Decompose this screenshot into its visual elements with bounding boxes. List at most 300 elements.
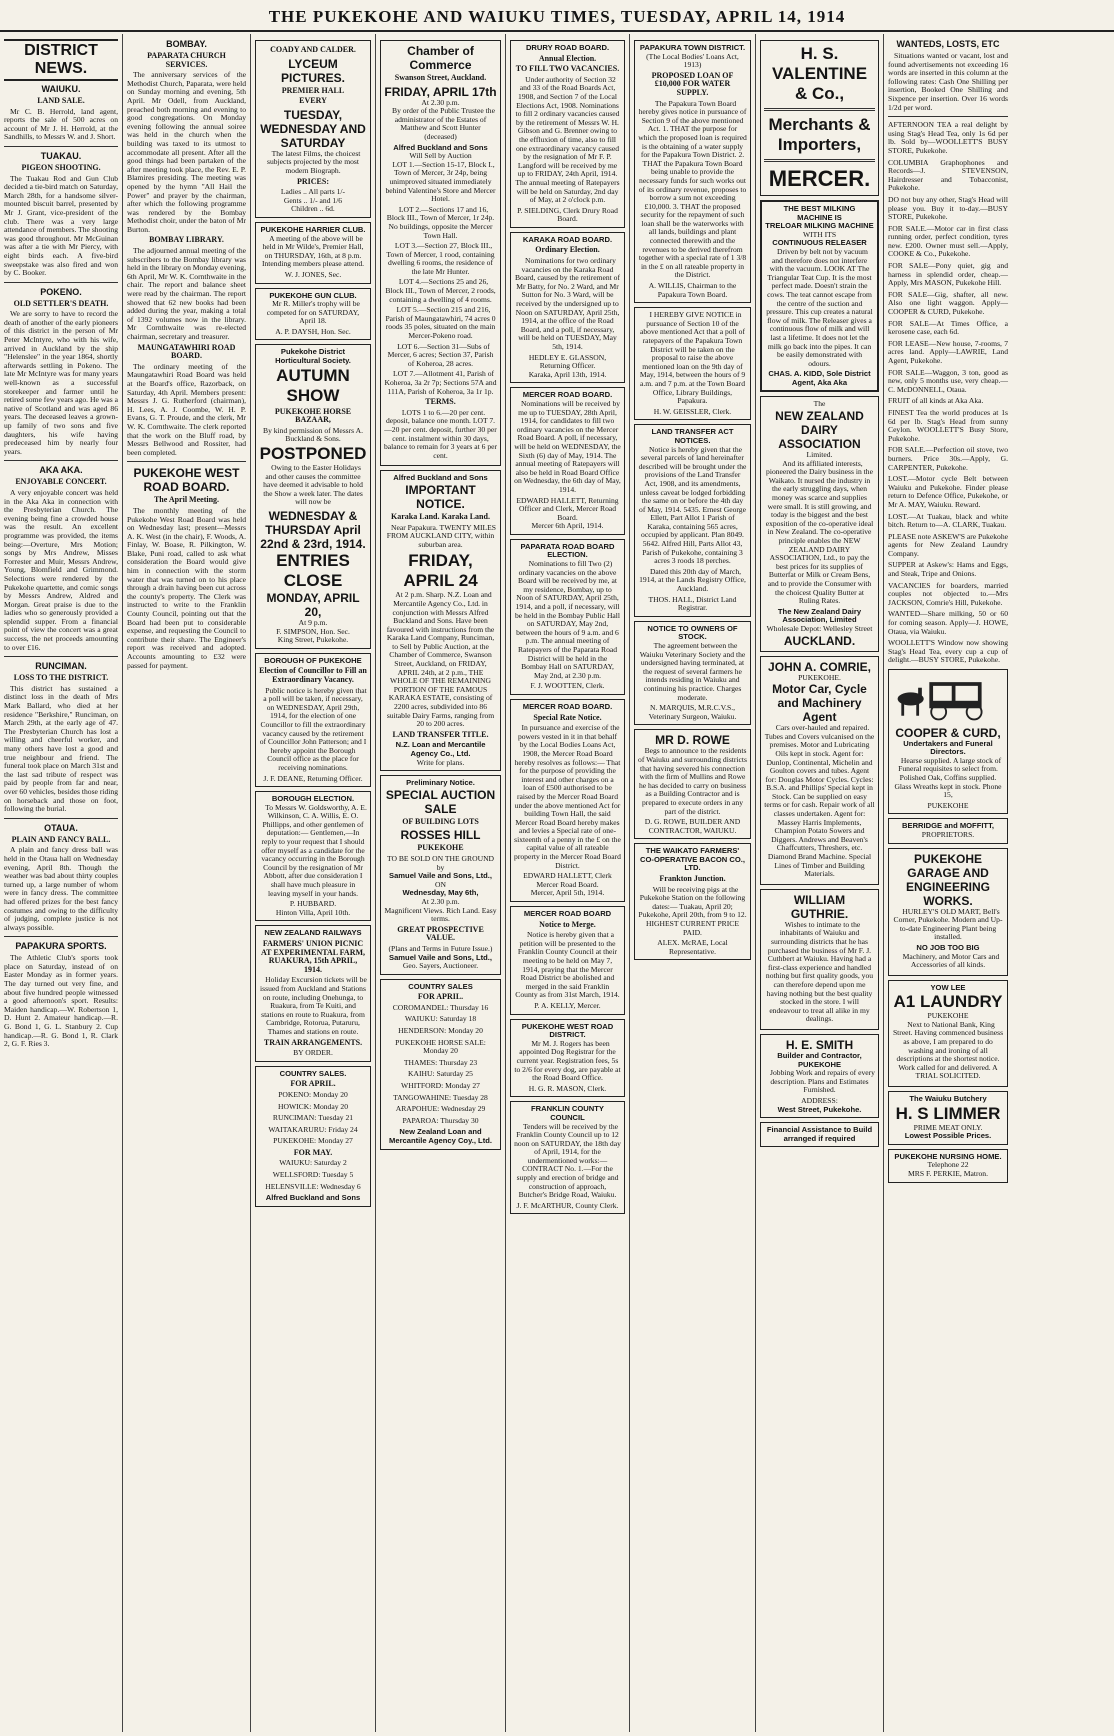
ad-milking-machine [760,200,879,392]
masthead: THE PUKEKOHE AND WAIUKU TIMES, TUESDAY, APRIL 14, 1914 [0,0,1114,32]
price-row: Ladies .. All parts 1/- [280,187,346,197]
list-item: FOR SALE.—Motor car in first class running order, perfect condition, tyres new. £200. Owner must sell.—Apply, COOKE & Co., Pukekohe. [888,223,1008,259]
list-item: WAIUKU: Saturday 2 [279,1158,347,1168]
news-subheading: PLAIN AND FANCY BALL. [11,834,111,844]
news-body: We are sorry to have to record the death of another of the early pioneers of this district in the person of Mr Peter McIntyre, who with his wife, arrived in Auckland by the ship "Helenslee" in the year 1864, shortly afterwards settling in Pokeno. The late Mr McIntyre was for many years well-known as a successful storekeeper and farmer until he retired some few years ago. He was a native of Scotland and was aged 86 years. The deceased leaves a grown-up family of two sons and five daughters, his wife having predeceased him by nearly four years. [4,309,118,456]
ad-big-title: H. S LIMMER [895,1103,1001,1123]
ad-signature: J. F. McARTHUR, County Clerk. [516,1200,619,1210]
ad-on: ON [435,879,446,889]
list-item: RUNCIMAN: Tuesday 21 [272,1113,354,1123]
ad-waiuku-butchery [888,1091,1008,1145]
news-subheading: PAPARATA CHURCH SERVICES. [147,51,226,69]
ad-drury-road-board [510,40,625,228]
list-item: WOOLLETT'S Window now showing Stag's Head Tea, every cup a cup of delight.—BUSY STORE, Pukekohe. [888,638,1008,665]
ad-nz-railways [255,925,371,1061]
ad-title: PUKEKOHE GUN CLUB. [269,290,357,300]
ad-venue: PREMIER HALL [281,85,345,95]
ad-title: BOROUGH ELECTION. [271,794,355,804]
divider [764,108,875,111]
ad-prices-label: PRICES: [296,176,329,186]
ad-time: At 2.30 p.m. [421,97,460,107]
ad-signature: A. P. DAYSH, Hon. Sec. [275,326,351,336]
ad-signature: J. F. DEANE, Returning Officer. [263,773,363,783]
ad-sub: Telephone 22 [927,1160,969,1170]
news-item [4,151,118,278]
divider [4,146,118,147]
ad-sub: Ordinary Election. [535,245,600,255]
ad-town: PUKEKOHE [927,800,969,810]
ad-sub: Builder and Contractor, PUKEKOHE [777,1050,862,1069]
ad-date: Hinton Villa, April 10th. [275,907,351,917]
ad-sub: PRIME MEAT ONLY. [913,1122,983,1132]
list-item: FOR SALE—Waggon, 3 ton, good as new, only 5 months use, very cheap.—C. McDONNELL, Otaua. [888,367,1008,394]
ad-title2: Merchants & Importers, [768,115,871,154]
ad-signature: EDWARD HALLETT, Clerk Mercer Road Board. [523,871,612,889]
ad-time: At 9 p.m. [298,618,328,627]
ad-signature: N. MARQUIS, M.R.C.V.S., Veterinary Surgeon, Waiuku. [648,703,737,721]
ad-title: IMPORTANT NOTICE. [405,482,476,511]
ad-when: FRIDAY, APRIL 17th [384,84,497,99]
sales-list [259,1159,367,1191]
ad-signature: P. A. KELLY, Mercer. [534,1000,601,1010]
news-subheading: OLD SETTLER'S DEATH. [13,298,109,308]
ad-text: Nominations will be received by me up to TUESDAY, 28th April, 1914, for candidates to fill two ordinary vacancies on the Mercer Road Board. A poll, if necessary, will be held on WEDNESDAY, the Sixth (6) day of May, 1914. The annual meeting of Ratepayers will also be held in Road Board Office on Wednesday, the 6th day of May, 1914. [514,398,621,494]
ad-text: By order of the Public Trustee the administrator of the Estates of Matthew and Scott Hunter (deceased) [392,106,495,141]
ad-sub: Frankton Junction. [659,874,726,884]
ad-title: The Waiuku Butchery [909,1094,987,1104]
news-heading: WAIUKU. [41,84,81,94]
classifieds-title: WANTEDS, LOSTS, ETC [896,39,1000,49]
ad-sub: Karaka Land. Karaka Land. [391,511,490,521]
ad-town: PUKEKOHE [417,843,464,853]
ad-sub: FOR APRIL. [290,1079,336,1089]
ad-text: Notice is hereby given that the several parcels of land hereinafter described will be brought under the provisions of the Land Transfer Act, 1908, and its amendments, unless caveat be lodged forbidding the same on or before the 4th day of May, 1914. 5435. Ernest George Ellett, Part Allot 1 Parish of Karaka, containing 565 acres, occupied by applicant. Plan 8049. 5642. Alfred Hill, Parts Allot 43, Parish of Pukekohe, containing 3 acres 3 roods 18 perches. [638,444,747,566]
ad-top: COADY AND CALDER. [270,45,356,54]
news-body: A very enjoyable concert was held in the Aka Aka in connection with the Presbyterian Church. The evening being fine a crowded house was the result. An excellent programme was provided, the items being:—Overture, Mrs Motion; songs by Mrs Andrew, Misses Forrester and Muir, Messrs Andrew, Young, Blomfield and Grimmond. Selections were rendered by the Pukekohe quartette, and comic songs by Messrs Andrew, Aldred and Morgan. Great praise is due to the ladies who so generously provided a splendid supper. From a financial point of view the concert was a great success, the net proceeds amounting to over £16. [4,487,118,652]
ad-when: Wednesday, May 6th, [402,888,479,898]
column-auctions [376,34,506,1732]
ad-signature: F. J. WOOTTEN, Clerk. [530,681,605,691]
ad-title: NOTICE TO OWNERS OF STOCK. [647,623,738,642]
ad-place: West Street, Pukekohe. [777,1104,862,1114]
ad-big-title: Motor Car, Cycle and Machinery Agent [772,682,867,725]
ad-title: Chamber of Commerce [407,44,474,72]
ad-text: Begs to announce to the residents of Waiuku and surrounding districts that having severed his connection with the firm of Mullins and Rowe he has decided to carry on business as a Building Contractor and is prepared to execute orders in any part of the district. [638,746,747,816]
ad-sub2: PROPOSED LOAN OF £10,000 FOR WATER SUPPLY. [651,70,734,97]
ad-signature: MRS F. PERKIE, Matron. [908,1169,988,1178]
ad-text: Public notice is hereby given that a poll will be taken, if necessary, on WEDNESDAY, April 29th, 1914, for the election of one Councillor to fill the extraordinary vacancy caused by the retirement of Councillor John Patterson; and I hereby appoint the Borough Council office as the place for receiving nominations. [259,685,367,772]
ad-sub2: TRAIN ARRANGEMENTS. [263,1037,363,1047]
price-key: Ladies [280,187,302,197]
ad-text: Cars over-hauled and repaired. Tubes and Covers vulcanised on the premises. Motor and Lubricating Oils kept in stock. Agent for: Dunlop, Continental, Michelin and Goulton covers and tubes. Agent for: Douglas Motor Cycles. Cycles: B.S.A. and Phillips' Special kept in Stock. Can be supplied on easy terms or for cash. Repair work of all classes undertaken. Agent for: Massey Harris Implements, Champion Potato Sowers and Diggers. Andrews and Beaven's Chaffcutters, Threshers, etc. Diamond Brand Machine. Special Lines of Timber and Building Materials. [764,723,875,879]
price-row: Children .. 6d. [291,204,335,214]
ad-sub: FARMERS' UNION PICNIC AT EXPERIMENTAL FARM, RUAKURA, 15th APRIL, 1914. [260,939,366,974]
ad-signature: Alfred Buckland and Sons [265,1193,361,1203]
ad-sub: OF BUILDING LOTS [402,816,479,826]
ad-financial-assistance [760,1122,879,1147]
ad-franklin-county [510,1101,625,1214]
ad-foot: Write for plans. [416,757,465,767]
ad-big-title: AUTUMN SHOW [276,365,350,405]
ad-ltd: Limited. [806,450,833,460]
price-key: Children [291,204,318,214]
column-merchants [756,34,884,1732]
ad-signature: BY ORDER. [293,1048,333,1058]
ad-cooper-curd [888,669,1008,814]
news-subheading: LAND SALE. [37,96,85,105]
ad-date: Karaka, April 13th, 1914. [528,369,607,379]
ad-title: THE BEST MILKING MACHINE IS [783,204,856,222]
price-value: 1/- and 1/6 [309,195,343,205]
ad-signature: ALEX. McRAE, Local Representative. [657,938,728,956]
ad-text: TO BE SOLD ON THE GROUND by [386,853,495,872]
ad-title: H. E. SMITH [785,1037,854,1052]
ad-country-sales-nz [380,979,501,1150]
list-item: LOT 4.—Sections 25 and 26, Block III., Town of Mercer, 2 roods, containing a dwelling of 4 rooms. [385,277,496,304]
news-subheading: PIGEON SHOOTING. [21,162,101,172]
news-body: The anniversary services of the Methodist Church, Paparata, were held on Sunday morning and evening, 5th April. Mr Odell, from Auckland, preached both morning and evening to good congregations. On Monday evening following the annual soiree was held in the church when the building was taxed to its utmost to accommodate all present. After all the good things had been partaken of the after meeting took place, the Rev. E. P. Blamires presiding. The meeting was opened by the hymn "All Hail the Power" and prayer by the chairman, after which the following programme was rendered by the Bombay Methodist choir, under the baton of Mr Burton. [127,70,246,234]
ad-sub2: LAND TRANSFER TITLE. [392,729,489,739]
divider [888,116,1008,117]
classified-list [888,121,1008,665]
news-heading: POKENO. [40,286,82,297]
news-subheading: ENJOYABLE CONCERT. [15,477,107,487]
column-notices [630,34,756,1732]
ad-signature: D. G. ROWE, BUILDER AND CONTRACTOR, WAIUKU. [644,817,741,835]
ad-text: To Messrs W. Goldsworthy, A. E. Wilkinson, C. A. Willis, E. O. Phillipps, and other gentlemen of deputation:— Gentlemen,—In reply to your request that I should offer myself as a candidate for the vacancy occurring in the Borough Council by the resignation of Mr Abbott, after due consideration I shall have much pleasure in leaving myself in your hands. [261,802,367,898]
list-item: WANTED—Share milking, 50 or 60 for coming season. Apply—J. HOWE, Otaua, via Waiuku. [888,609,1008,636]
column-district-news [0,34,123,1732]
ad-borough-councillor [255,653,371,787]
ad-title: MERCER ROAD BOARD. [522,701,613,711]
ad-sub: Undertakers and Funeral Directors. [903,738,993,757]
news-body: The ordinary meeting of the Maungatawhiri Road Board was held at the Board's office, Razorback, on Saturday, 4th April. Members present: Messrs J. G. Rutherford (chairman), H. Lees, A. J. Coombe, W. H. P. Evans, G. T. Proude, and the clerk, Mr W. K. Cornthwaite. The clerk reported that the work on the Bluff road, by Messrs Bellwood and Rossiter, had been completed. [127,361,246,457]
list-item: FOR LEASE—New house, 7-rooms, 7 acres land. Apply—LAWRIE, Land Agent, Pukekohe. [888,338,1008,365]
list-item: AFTERNOON TEA a real delight by using Stag's Head Tea, only 1s 6d per lb. Sold by—WOOLLETT'S BUSY STORE, Pukekohe. [888,120,1008,155]
ad-berridge-moffitt [888,818,1008,843]
ad-lyceum-pictures [255,40,371,218]
ad-title: PUKEKOHE NURSING HOME. [894,1151,1002,1161]
classifieds-rates: Situations wanted or vacant, lost and found advertisements not exceeding 16 words are inserted in this column at the following rates: Cash One Shilling per insertion, Booked One Shilling and Sixpence per insertion. Over 16 words 1/2d per word. [888,51,1008,112]
ad-place: King Street, Pukekohe. [277,635,349,645]
ad-sub2: Lowest Possible Prices. [904,1131,992,1141]
ad-text: HURLEY'S OLD MART, Bell's Corner, Pukekohe. Modern and Up-to-date Engineering Plant being installed. [893,906,1003,942]
news-heading: BOMBAY. [166,39,207,49]
divider [4,936,118,937]
ad-signature: A. WILLIS, Chairman to the Papakura Town Board. [648,281,737,299]
ad-mercer-merge [510,906,625,1015]
news-subheading: LOSS TO THE DISTRICT. [13,673,109,683]
ad-signature: New Zealand Loan and Mercantile Agency Coy., Ltd. [389,1127,492,1145]
ad-firm: N.Z. Loan and Mercantile Agency Co., Ltd. [395,740,486,758]
ad-title: PUKEKOHE HARRIER CLUB. [260,224,366,234]
column-announcements [251,34,376,1732]
ad-town: PUKEKOHE [927,1011,969,1021]
ad-text: Hearse supplied. A large stock of Funeral requisites to select from. Polished Oak, Coffins supplied. Glass Wreaths kept in stock. Phone 15, [894,755,1002,800]
list-item: LOST.—At Tuakau, black and white bitch. Return to—A. CLARK, Tuakau. [888,511,1008,530]
ad-firm: Samuel Vaile and Sons, Ltd., [389,952,492,962]
ad-text: (Plans and Terms in Future Issue.) [388,943,493,953]
list-item: SUPPER at Askew's: Hams and Eggs, and Steak, Tripe and Onions. [888,560,1008,579]
ad-karaka-road-board [510,232,625,384]
ad-time: At 2.30 p.m. [421,896,460,906]
news-item [4,661,118,814]
divider [4,282,118,283]
divider [4,460,118,461]
list-item: LOT 3.—Section 27, Block III., Town of Mercer, 1 rood, containing dwelling 6 rooms, the residence of the late Mr Hunter. [386,241,495,276]
divider [4,656,118,657]
ad-signature: H. G. R. MASON, Clerk. [528,1083,607,1093]
ad-text: Driven by belt not by vacuum and therefore does not interfere with the vacuum. LOOK AT The Triangular Teat Cup. It is the most perfect made. Doesn't strain the cows. The teat cannot escape from the centre of the suction and pressure. This cup creates a natural flow of milk. The Releaser gives a continuous flow of milk and will last a lifetime. It does not let the milk go back into the pipes. It can be easily demonstrated with odours. [766,246,873,368]
ad-he-smith [760,1034,879,1118]
ad-sub: Election of Councillor to Fill an Extraordinary Vacancy. [259,666,367,684]
news-subheading: BOMBAY LIBRARY. [149,235,224,245]
ad-signature: CHAS. A. KIDD, Sole District Agent, Aka Aka [768,369,871,387]
ad-firm: Alfred Buckland and Sons [393,142,488,152]
ad-text: Under authority of Section 32 and 33 of the Road Boards Act, 1908, and Section 7 of the Local Elections Act, 1908. Nominations to fill 2 ordinary vacancies caused by the retirement of Messrs W. H. Gibson and G. Brenner owing to the effluxion of time, also to fill one extraordinary vacancy caused by the resignation of Mr F. P. Langford will be received by me up to FRIDAY, 24th April, 1914. The annual meeting of Ratepayers will be held on Saturday, 2nd day of May, at 2 o'clock p.m. [515,74,620,205]
ad-sub: PROPRIETORS. [921,829,975,839]
news-body: Mr C. B. Herrold, land agent, reports the sale of 500 acres on account of Mr J. H. Herrold, at the Sandhills, to Messrs W. and J. Short. [4,106,118,142]
ad-every: EVERY [299,96,327,106]
ad-title: YOW LEE [930,982,966,992]
ad-nursing-home [888,1149,1008,1183]
ad-chamber-auction [380,40,501,466]
ad-address-label: ADDRESS: [801,1095,838,1105]
ad-date: Dated this 20th day of March, 1914, at the Lands Registry Office, Auckland. [639,566,746,594]
ad-town: PUKEKOHE. [798,672,841,682]
ad-sub2: TO FILL TWO VACANCIES. [515,64,620,74]
list-item: COROMANDEL: Thursday 16 [392,1002,489,1012]
ad-foot2: Wholesale Depot: Wellesley Street [766,623,873,633]
ad-entries-close: ENTRIES CLOSE [276,551,350,590]
list-item: PAPAROA: Thursday 30 [402,1115,479,1125]
ad-signature: THOS. HALL, District Land Registrar. [648,594,737,613]
price-row: Gents .. 1/- and 1/6 [283,195,343,205]
ad-signature: W. J. JONES, Sec. [284,269,342,279]
ad-date: Mercer, April 5th, 1914. [530,888,605,898]
column-bombay [123,34,251,1732]
ad-name: TRELOAR MILKING MACHINE [765,221,874,231]
ad-title: NEW ZEALAND RAILWAYS [264,928,362,938]
ad-text: At 2 p.m. Sharp. N.Z. Loan and Mercantile Agency Co., Ltd. in conjunction with Messrs Alfred Buckland and Sons. Have been favoured with instructions from the Karaka Land Company, Runciman, to Sell by Public Auction, at the Chamber of Commerce, Swanson Street, Auckland, on FRIDAY, APRIL 24th, at 2 p.m., THE WHOLE OF THE REMAINING PORTION OF THE FAMOUS KARAKA ESTATE, consisting of 2200 acres, subdivided into 86 suitable Dairy Farms, ranging from 20 to 200 acres. [386,590,495,729]
list-item: FOR SALE—Pony quiet, gig and harness in splendid order, cheap.—Apply, Mrs MASON, Pukekohe Hill. [888,261,1008,288]
list-item: PUKEKOHE: Monday 27 [273,1136,353,1146]
news-item [4,465,118,652]
list-item: WAIUKU: Saturday 18 [404,1014,477,1024]
ad-text: Owing to the Easter Holidays and other causes the committee have deemed it advisable to hold the Show a week later. The dates will now be [263,463,363,507]
ad-sub: (The Local Bodies' Loans Act, 1913) [646,51,739,70]
hearse-image [892,673,1004,723]
news-subheading: MAUNGATAWHIRI ROAD BOARD. [137,342,236,361]
ad-text2: NO JOB TOO BIG [916,942,980,952]
ad-when: MONDAY, APRIL 20, [266,591,360,619]
ad-signature: H. W. GEISSLER, Clerk. [653,406,732,416]
ad-title: MR D. ROWE [655,733,730,748]
ad-sub: Notice to Merge. [539,919,596,929]
ad-title: KARAKA ROAD BOARD. [522,234,613,244]
list-item: THAMES: Thursday 23 [403,1057,478,1067]
ad-signature: P. SIELDING, Clerk Drury Road Board. [517,205,618,224]
ad-pukekohe-west [510,1019,625,1098]
ad-terms-head: TERMS. [425,397,456,407]
ad-pre: The [813,399,826,409]
column-classifieds [884,34,1012,1732]
ad-title: LAND TRANSFER ACT NOTICES. [651,427,734,445]
ad-title: FRANKLIN COUNTY COUNCIL [531,1104,604,1122]
ad-borough-election [255,791,371,921]
divider [4,818,118,819]
ad-signature: HEDLEY E. GLASSON, Returning Officer. [528,352,607,371]
ad-d-rowe [634,729,751,839]
news-body: The monthly meeting of the Pukekohe West Road Board was held on Wednesday last; present—Messrs A. K. West (in the chair), F. Woods, A. Finlay, W. Boase, R. Pilkington, W. Blake, Puni road, called to ask what consideration the Board would give him in connection with the storm water that was turned on to his place through a drain having been cut across the county's property. The Clerk was instructed to write to the Franklin County Council, pointing out that the Board had been put to considerable expense, and requesting the Council to contribute their share. The Engineer's report was received and adopted. Accounts amounting to £32 were passed for payment. [127,505,246,670]
ad-title: DRURY ROAD BOARD. [525,43,610,52]
news-body: This district has sustained a distinct loss in the death of Mrs Mark Ballard, who died at her residence "Berkshire," Runciman, on March 29th, at the early age of 47. The Presbyterian Church has lost a willing and cheerful worker, and many others have lost a good and true neighbour and friend. The funeral took place on March 31st and the last sad tribute of respect was paid by people from far and near, over 60 vehicles, besides those riding on horseback and those on foot, following the burial. [4,683,118,814]
list-item: FOR SALE—Gig, shafter, all new. Also one light waggon. Apply—COOPER & CURD, Pukekohe. [888,289,1008,317]
ad-signature: F. SIMPSON, Hon. Sec. [276,626,350,636]
ad-karaka-land [380,470,501,771]
ad-pukekohe-garage [888,848,1008,976]
ad-text: Holiday Excursion tickets will be issued from Auckland and Stations on route, including Onehunga, to Ruakura, from Te Kuiti, and stations en route to Ruakura, from Cambridge, Rotorua, Putaruru, Thames and stations en route. [260,975,367,1036]
ad-sub: Annual Election. [538,53,597,63]
list-item: LOT 1.—Section 15-17, Block I., Town of Mercer, 3r 24p, being unimproved situated immediately behind Valentine's Store and Mercer Hotel. [385,159,496,204]
ad-title: BERRIDGE and MOFFITT, [902,821,994,831]
section-title: DISTRICT NEWS. [4,39,118,81]
ad-papakura-poll [634,307,751,420]
ad-rosses-hill [380,775,501,975]
ad-title: NEW ZEALAND DAIRY ASSOCIATION [775,409,864,452]
ad-mercer-road-board [510,387,625,535]
ad-guthrie [760,889,879,1030]
ad-signature: Geo. Sayers, Auctioneer. [402,961,479,971]
ad-with: WITH ITS [802,229,837,239]
divider [127,461,246,462]
ad-postponed: POSTPONED [259,444,367,464]
ad-text: Nominations for two ordinary vacancies on the Karaka Road Board, caused by the retirement of Mr Batty, for No. 2 Ward, and Mr Sutton for No. 3 Ward, will be received by the undersigned up to Noon on SATURDAY, April 25th, 1914, at the office of the Road Board, and a poll, if necessary, will be held on TUESDAY, May 5th, 1914. [514,256,620,351]
ad-city: AUCKLAND. [783,633,856,648]
news-item [4,84,118,142]
ad-title: PAPARATA ROAD BOARD ELECTION. [520,541,615,560]
lot-list [384,161,497,396]
ad-text: The latest Films, the choicest subjects projected by the most modern Biograph. [267,148,361,175]
ad-sub2: By kind permission of Messrs A. Buckland & Sons. [263,425,363,444]
ad-title3: MERCER. [768,166,871,191]
ad-country-sales [255,1066,371,1207]
list-item: LOT 2.—Sections 17 and 16, Block III., Town of Mercer, 1r 24p. No buildings, opposite the Mercer Town Hall. [386,204,495,240]
ad-text: Notice is hereby given that a petition will be presented to the Franklin County Council at their meeting to be held on May 7, 1914, praying that the Mercer Road District be abolished and merged in the said Franklin County as from 31st March, 1914. [515,930,620,1000]
ad-text: The agreement between the Waiuku Veterinary Society and the undersigned having terminated, at the request of several farmers he intends residing in Waiuku and continuing his practice. Charges moderate. [639,641,746,702]
ad-text: Near Papakura. TWENTY MILES FROM AUCKLAND CITY, within suburban area. [386,522,496,549]
divider [764,159,875,162]
list-item: PLEASE note ASKEW'S are Pukekohe agents for New Zealand Laundry Company. [888,531,1008,558]
ad-date: Mercer 6th April, 1914. [531,521,604,531]
list-item: COLUMBIA Graphophones and Records—J. STEVENSON, Hairdresser and Tobacconist, Pukekohe. [888,157,1008,193]
ad-title: LYCEUM PICTURES. [280,56,345,85]
list-item: LOT 5.—Section 215 and 216, Parish of Maungatawhiri, 74 acres 0 roods 35 poles, situated on the main Mercer-Pokeno road. [385,305,496,341]
ad-signature: P. HUBBARD. [289,899,337,909]
ad-text: Mr M. J. Rogers has been appointed Dog Registrar for the current year. Registration fees, 5s to 2/6 for every dog, are payable at the Road Board Office. [514,1038,621,1083]
ad-paparata-road-board [510,539,625,695]
list-item: LOT 7.—Allotment 41, Parish of Koheroa, 3a 2r 7p; Sections 57A and 111A, Parish of Koheroa, 3a 1r 1p. [384,369,497,396]
ad-text: Wishes to intimate to the inhabitants of Waiuku and surrounding districts that he has purchased the business of Mr F. J. Cuthbert at Waiuku. Having had a first-class experience and handled nothing but first quality goods, you can therefore depend upon me having nothing but the best quality stocked in the store. I will endeavour to treat all alike in my dealings. [765,919,874,1024]
price-value: All parts 1/- [308,187,346,197]
ad-sub: Swanson Street, Auckland. [394,73,487,82]
ad-title: WILLIAM GUTHRIE. [790,892,849,921]
ad-waikato-bacon [634,843,751,960]
price-value: 6d. [325,204,335,214]
news-heading: PUKEKOHE WEST ROAD BOARD. [133,466,240,495]
sales-list [259,1091,367,1146]
list-item: VACANCIES for boarders, married couples not objected to.—Mrs JACKSON, Comrie's Hill, Pukekohe. [888,580,1008,607]
sales-list [384,1004,497,1126]
news-heading: PAPAKURA SPORTS. [15,941,107,952]
ad-valentine [760,40,879,196]
news-item [4,287,118,457]
ad-big-title: A1 LAUNDRY [893,992,1003,1012]
ad-papakura-loan [634,40,751,303]
ad-firm: Alfred Buckland and Sons [393,473,488,483]
ad-comrie [760,656,879,885]
ad-text: In pursuance and exercise of the powers vested in it in that behalf by the Local Bodies Loans Act, 1908, the Mercer Road Board hereby resolves as follows:— That for the purpose of providing the interest and other charges on a loan of £500 authorised to be raised by the Mercer Road Board under the above mentioned Act for building Town Hall, the said Mercer Road Board hereby makes and levies a Special rate of one-sixteenth of a penny in the £ on the capital value of all rateable property in the Mercer Road Board District. [514,723,621,870]
ad-text: Next to National Bank, King Street. Having commenced business as above, I am prepared to do washing and ironing of all descriptions at the shortest notice. Work called for and delivered. A TRIAL SOLICITED. [892,1019,1004,1081]
ad-title: PUKEKOHE WEST ROAD DISTRICT. [521,1021,614,1040]
ad-text3: Machinery, and Motor Cars and Accessories of all kinds. [902,951,1000,970]
ad-land-transfer [634,424,751,616]
ad-text: Will be receiving pigs at the Pukekohe Station on the following dates:— Tuakau, April 20; Pukekohe, April 20th, from 9 to 12. HIGHEST CURRENT PRICE PAID. [638,884,747,937]
list-item: WAITAKARURU: Friday 24 [268,1124,358,1134]
price-key: Gents [283,195,302,205]
ad-text: Magnificent Views. Rich Land. Easy terms. [384,905,497,924]
list-item: HELENSVILLE: Wednesday 6 [265,1181,361,1191]
ad-yow-lee [888,980,1008,1087]
news-item [4,823,118,933]
news-heading: TUAKAU. [40,150,82,161]
list-item: HENDERSON: Monday 20 [398,1026,483,1036]
news-heading: OTAUA. [44,822,78,833]
ad-text: Jobbing Work and repairs of every description. Plans and Estimates Furnished. [770,1068,875,1095]
ad-nz-dairy [760,396,879,651]
ad-title: COOPER & CURD, [895,725,1001,740]
list-item: FRUIT of all kinds at Aka Aka. [888,396,984,406]
ad-harrier-club [255,222,371,284]
ad-terms: LOTS 1 to 6.—20 per cent. deposit, balance one month. LOT 7.—20 per cent. deposit, further 30 per cent. instalment within 30 days, balance to remain for 3 years at 6 per cent. [384,407,498,460]
ad-title: H. S. VALENTINE & Co., [771,44,868,103]
list-item: KAIHU: Saturday 25 [408,1069,473,1079]
news-item [4,941,118,1049]
list-item: TANGOWAHINE: Tuesday 28 [393,1092,488,1102]
ad-big-title: SPECIAL AUCTION SALE [385,787,496,816]
ad-title: BOROUGH OF PUKEKOHE [264,655,362,665]
ad-sub: PUKEKOHE HORSE BAZAAR, [274,406,352,425]
ad-text: Mr R. Miller's trophy will be competed for on SATURDAY, April 18. [266,299,360,326]
list-item: FOR SALE—At Times Office, a kerosene case, each 6d. [888,318,1008,337]
list-item: POKENO: Monday 20 [278,1089,348,1099]
columns [0,34,1114,1732]
list-item: WHITFORD: Monday 27 [401,1081,480,1091]
ad-signature: EDWARD HALLETT, Returning Officer and Clerk, Mercer Road Board. [516,495,619,522]
ad-text: A meeting of the above will be held in Mr Wilde's, Premier Hall, on THURSDAY, 16th, at 8 p.m. Intending members please attend. [261,233,365,269]
ad-mercer-special-rate [510,699,625,902]
ad-title: Pukekohe District Horticultural Society. [275,347,351,366]
ad-text: And its affiliated interests, pioneered the Dairy business in the Waikato. It nursed the industry in the early struggling days, when money was scarce and supplies were small. It is still growing, and today is the biggest and the best exposition of the co-operative ideal in New Zealand. The co-operative principle enables the NEW ZEALAND DAIRY ASSOCIATION, Ltd., to pay the best prices for its supplies of Butterfat or Milk or Cream Bens, and to provide the Consumer with the choicest Quality Butter at Ruling Rates. [765,458,874,606]
ad-gun-club [255,288,371,341]
list-item: ARAPOHUE: Wednesday 29 [395,1104,486,1114]
news-body: The Athletic Club's sports took place on Saturday, instead of on Easter Monday as in former years. The day turned out very fine, and about five hundred people witnessed a good afternoon's sport. Results: Maiden handicap.—W. Robertson 1, D. Hunt 2. Amateur handicap.—R. G. Bond 1, G. L. Stanbury 2. Cup handicap.—R. G. Bond 1, R. Clark 2, G. F. Ries 3. [4,953,118,1049]
ad-horticultural-show [255,344,371,648]
ad-place: ROSSES HILL [400,828,481,843]
ad-foot: The New Zealand Dairy Association, Limited [777,606,862,625]
list-item: LOT 6.—Section 31—Subs of Mercer, 6 acres; Section 37, Parish of Koheroa, 28 acres. [387,341,494,368]
ad-title: THE WAIKATO FARMERS' CO-OPERATIVE BACON CO., LTD. [640,846,745,873]
